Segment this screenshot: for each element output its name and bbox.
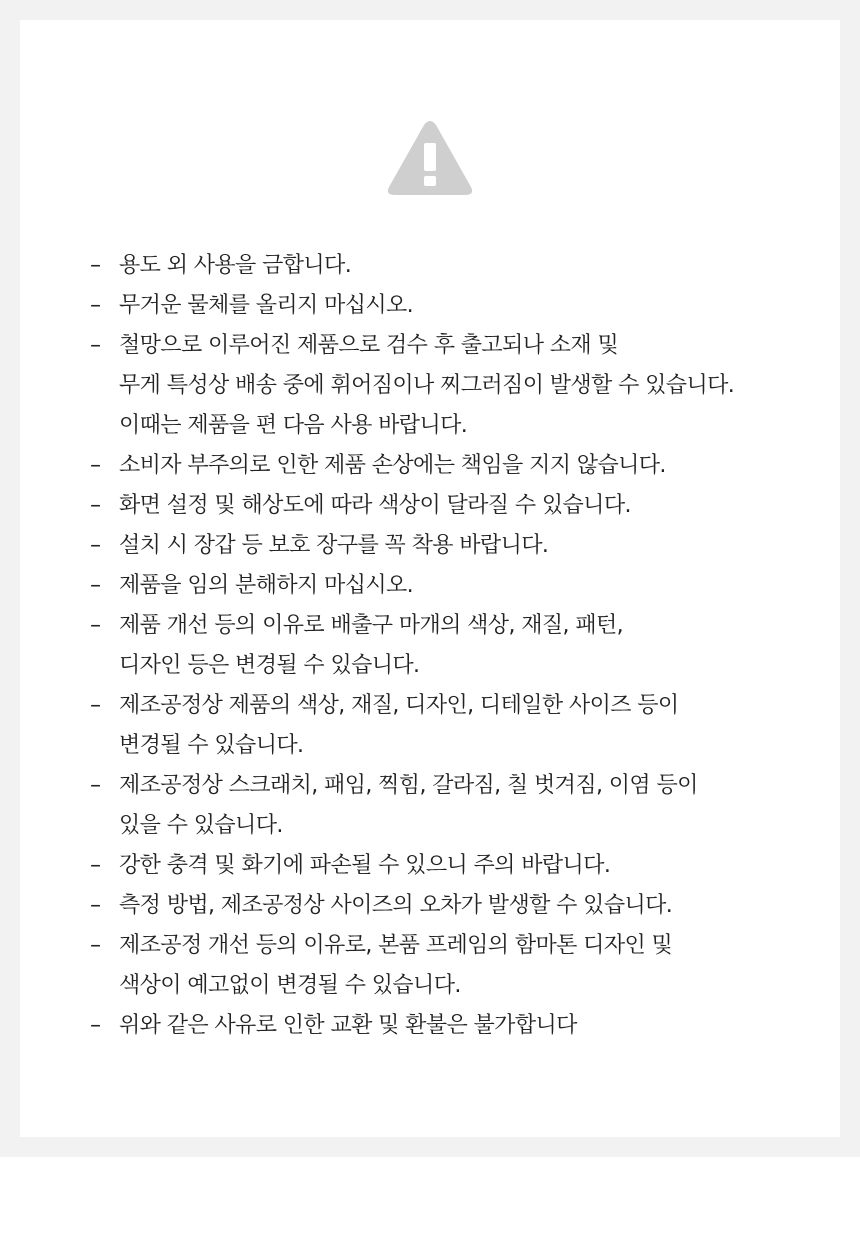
bullet-dash: – bbox=[90, 853, 101, 878]
bullet-dash: – bbox=[90, 253, 101, 278]
bullet-dash: – bbox=[90, 573, 101, 598]
notice-text bbox=[119, 566, 413, 606]
notice-text bbox=[119, 766, 698, 846]
notice-text-line: 제조공정 개선 등의 이유로, 본품 프레임의 함마톤 디자인 및 bbox=[119, 933, 673, 958]
notice-text bbox=[119, 326, 734, 446]
notice-text-line: 이때는 제품을 편 다음 사용 바랍니다. bbox=[119, 413, 468, 438]
notice-text-line: 제품 개선 등의 이유로 배출구 마개의 색상, 재질, 패턴, bbox=[119, 613, 624, 638]
notice-item bbox=[90, 566, 830, 606]
notice-text bbox=[119, 246, 351, 286]
bullet-dash: – bbox=[90, 333, 101, 358]
bullet-dash: – bbox=[90, 693, 101, 718]
notice-text-line: 변경될 수 있습니다. bbox=[119, 733, 304, 758]
notice-text-line: 무거운 물체를 올리지 마십시오. bbox=[119, 293, 414, 318]
notice-text bbox=[119, 1006, 577, 1046]
notice-text-line: 색상이 예고없이 변경될 수 있습니다. bbox=[119, 973, 461, 998]
notice-text-line: 위와 같은 사유로 인한 교환 및 환불은 불가합니다 bbox=[119, 1013, 577, 1038]
notice-item bbox=[90, 846, 830, 886]
notice-item bbox=[90, 766, 830, 846]
bullet-dash: – bbox=[90, 453, 101, 478]
bullet-dash: – bbox=[90, 933, 101, 958]
notice-item bbox=[90, 526, 830, 566]
bullet-dash: – bbox=[90, 533, 101, 558]
notice-text-line: 제품을 임의 분해하지 마십시오. bbox=[119, 573, 414, 598]
notice-text bbox=[119, 846, 610, 886]
bullet-dash: – bbox=[90, 773, 101, 798]
notice-text bbox=[119, 486, 631, 526]
notice-text-line: 소비자 부주의로 인한 제품 손상에는 책임을 지지 않습니다. bbox=[119, 453, 666, 478]
bullet-dash: – bbox=[90, 613, 101, 638]
bullet-dash: – bbox=[90, 493, 101, 518]
notice-item bbox=[90, 926, 830, 1006]
notice-text-line: 무게 특성상 배송 중에 휘어짐이나 찌그러짐이 발생할 수 있습니다. bbox=[119, 373, 735, 398]
caution-card bbox=[20, 20, 840, 1137]
notice-text-line: 있을 수 있습니다. bbox=[119, 813, 283, 838]
notice-text-line: 디자인 등은 변경될 수 있습니다. bbox=[119, 653, 420, 678]
notice-text-line: 설치 시 장갑 등 보호 장구를 꼭 착용 바랍니다. bbox=[119, 533, 549, 558]
notice-text bbox=[119, 886, 672, 926]
notice-text-line: 철망으로 이루어진 제품으로 검수 후 출고되나 소재 및 bbox=[119, 333, 619, 358]
notice-text bbox=[119, 926, 672, 1006]
notice-text-line: 강한 충격 및 화기에 파손될 수 있으니 주의 바랍니다. bbox=[119, 853, 611, 878]
notice-text bbox=[119, 286, 413, 326]
bullet-dash: – bbox=[90, 893, 101, 918]
notice-item bbox=[90, 326, 830, 446]
notice-text-line: 제조공정상 스크래치, 패임, 찍힘, 갈라짐, 칠 벗겨짐, 이염 등이 bbox=[119, 773, 698, 798]
notice-text-line: 제조공정상 제품의 색상, 재질, 디자인, 디테일한 사이즈 등이 bbox=[119, 693, 679, 718]
notice-item bbox=[90, 1006, 830, 1046]
notice-item bbox=[90, 606, 830, 686]
notice-text-line: 측정 방법, 제조공정상 사이즈의 오차가 발생할 수 있습니다. bbox=[119, 893, 673, 918]
warning-triangle-icon bbox=[387, 119, 473, 197]
notice-item bbox=[90, 486, 830, 526]
caution-notice-list bbox=[90, 246, 830, 1046]
notice-text-line: 용도 외 사용을 금합니다. bbox=[119, 253, 352, 278]
notice-text bbox=[119, 686, 679, 766]
notice-item bbox=[90, 446, 830, 486]
notice-item bbox=[90, 886, 830, 926]
notice-item bbox=[90, 686, 830, 766]
notice-text-line: 화면 설정 및 해상도에 따라 색상이 달라질 수 있습니다. bbox=[119, 493, 631, 518]
notice-text bbox=[119, 606, 623, 686]
notice-item bbox=[90, 286, 830, 326]
bullet-dash: – bbox=[90, 1013, 101, 1038]
bullet-dash: – bbox=[90, 293, 101, 318]
notice-text bbox=[119, 526, 548, 566]
notice-item bbox=[90, 246, 830, 286]
notice-text bbox=[119, 446, 666, 486]
